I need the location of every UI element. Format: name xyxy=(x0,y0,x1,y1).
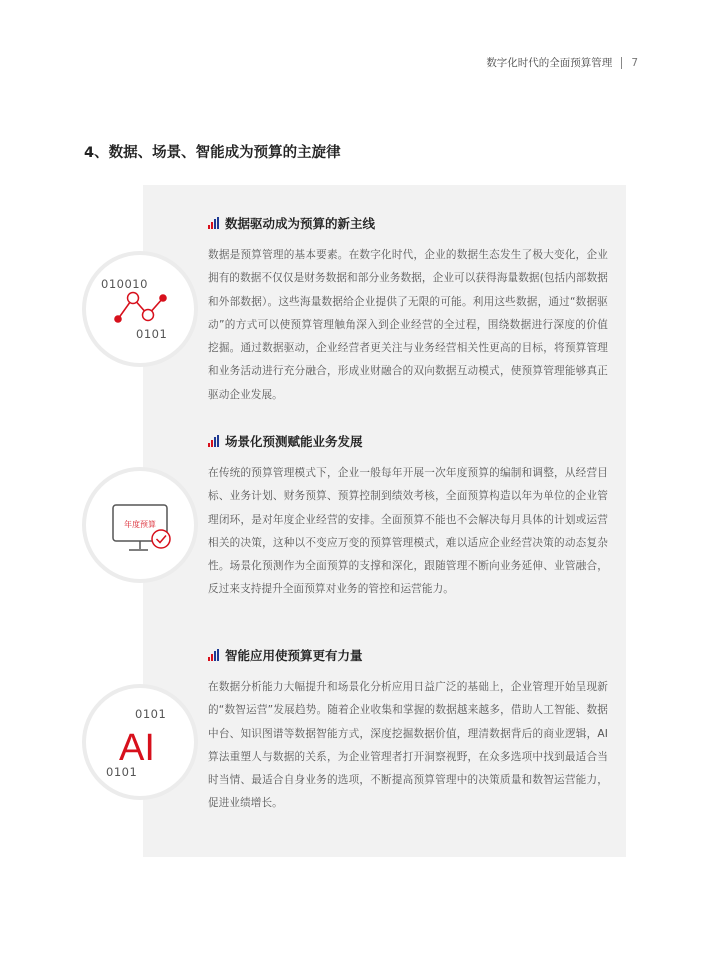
data-binary-icon xyxy=(86,255,194,363)
block-body: 数据是预算管理的基本要素。在数字化时代，企业的数据生态发生了极大变化，企业拥有的数据不仅仅是财务数据和部分业务数据，企业可以获得海量数据(包括内部数据和外部数据）。这些海量数据给企业提供了无限的可能。利用这些数据，通过“数据驱动”的方式可以使预算管理触角深入到企业经营的全过程，围绕数据进行深度的价值挖掘。通过数据驱动，企业经营者更关注与业务经营相关性更高的目标，将预算管理和业务活动进行充分融合，形成业财融合的双向数据互动模式，使预算管理能够真正驱动企业发展。 xyxy=(208,249,608,401)
bar-chart-icon xyxy=(208,435,220,447)
block-title xyxy=(208,646,608,664)
ai-bottom-text: 0101 xyxy=(106,765,138,779)
block-title xyxy=(208,432,608,450)
monitor-label: 年度预算 xyxy=(124,520,156,529)
binary-bottom-text: 0101 xyxy=(136,327,168,341)
block-data-driven xyxy=(208,214,608,407)
running-header xyxy=(486,55,638,70)
monitor-budget-icon xyxy=(86,471,194,579)
block-body: 在传统的预算管理模式下，企业一般每年开展一次年度预算的编制和调整，从经营目标、业务计划、财务预算、预算控制到绩效考核，全面预算构造以年为单位的企业管理闭环，是对年度企业经营的安排。全面预算不能也不会解决每月具体的计划或运营相关的决策，这种以不变应万变的预算管理模式，难以适应企业经营决策的动态复杂性。场景化预测作为全面预算的支撑和深化，跟随管理不断向业务延伸、业管融合，反过来支持提升全面预算对业务的管控和运营能力。 xyxy=(208,467,608,596)
block-title-text: 数据驱动成为预算的新主线 xyxy=(225,216,376,231)
header-divider xyxy=(621,57,622,69)
block-title-text: 智能应用使预算更有力量 xyxy=(225,648,363,663)
ai-center-text: AI xyxy=(119,727,155,769)
ai-icon xyxy=(86,688,194,796)
page-number: 7 xyxy=(631,56,638,69)
block-title xyxy=(208,214,608,232)
section-title: 4、数据、场景、智能成为预算的主旋律 xyxy=(84,145,341,161)
block-scenario-forecast xyxy=(208,432,608,602)
binary-top-text: 010010 xyxy=(101,277,148,291)
ai-top-text: 0101 xyxy=(135,707,167,721)
header-title: 数字化时代的全面预算管理 xyxy=(486,57,613,69)
block-intelligent-application xyxy=(208,646,608,816)
block-body: 在数据分析能力大幅提升和场景化分析应用日益广泛的基础上，企业管理开始呈现新的“数智运营”发展趋势。随着企业收集和掌握的数据越来越多，借助人工智能、数据中台、知识图谱等数据智能方式，深度挖掘数据价值，理清数据背后的商业逻辑，AI 算法重塑人与数据的关系，为企业管理者打开洞察视野，在众多选项中找到最适合当时当情、最适合自身业务的选项，不断提高预算管理中的决策质量和数智运营能力，促进业绩增长。 xyxy=(208,681,608,810)
bar-chart-icon xyxy=(208,217,220,229)
bar-chart-icon xyxy=(208,649,220,661)
block-title-text: 场景化预测赋能业务发展 xyxy=(225,434,363,449)
